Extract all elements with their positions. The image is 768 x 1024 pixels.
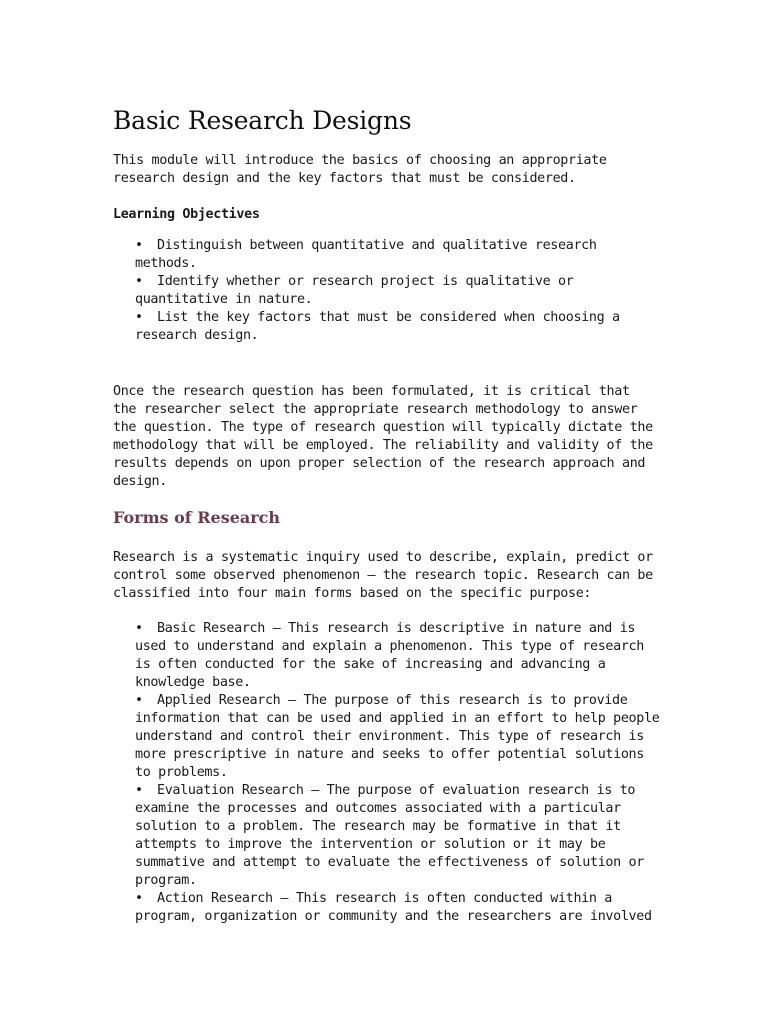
list-item: [135, 620, 660, 692]
list-item: [135, 309, 655, 345]
forms-list: [135, 620, 660, 926]
bullet-icon: •: [135, 783, 143, 798]
methodology-paragraph: Once the research question has been formulated, it is critical that the researcher select the appropriate research methodology to answer the question. The type of research question will typically dictate the methodology that will be employed. The reliability and validity of the results depends on upon proper selection of the research approach and design.: [113, 384, 653, 489]
objectives-list: [135, 237, 655, 345]
intro-paragraph: This module will introduce the basics of choosing an appropriate research design and the key factors that must be considered.: [113, 153, 607, 186]
bullet-icon: •: [135, 693, 143, 708]
list-item: [135, 237, 655, 273]
form-text: Applied Research – The purpose of this research is to provide information that can be used and applied in an effort to help people understand and control their environment. This type of research is more prescriptive in nature and seeks to offer potential solutions to problems.: [135, 693, 660, 780]
objective-text: Distinguish between quantitative and qualitative research methods.: [135, 238, 597, 271]
list-item: [135, 782, 660, 890]
objective-text: Identify whether or research project is qualitative or quantitative in nature.: [135, 274, 574, 307]
bullet-icon: •: [135, 310, 143, 325]
list-item: [135, 273, 655, 309]
page-title: Basic Research Designs: [113, 106, 412, 135]
bullet-icon: •: [135, 238, 143, 253]
list-item: [135, 890, 660, 926]
forms-intro-paragraph: Research is a systematic inquiry used to describe, explain, predict or control some observed phenomenon – the research topic. Research can be classified into four main forms based on the specific purpose:: [113, 550, 653, 601]
bullet-icon: •: [135, 274, 143, 289]
section-heading: Forms of Research: [113, 508, 281, 527]
list-item: [135, 692, 660, 782]
form-text: Basic Research – This research is descriptive in nature and is used to understand and explain a phenomenon. This type of research is often conducted for the sake of increasing and advancing a knowledge base.: [135, 621, 644, 690]
objectives-heading: Learning Objectives: [113, 207, 260, 222]
bullet-icon: •: [135, 621, 143, 636]
objective-text: List the key factors that must be considered when choosing a research design.: [135, 310, 620, 343]
bullet-icon: •: [135, 891, 143, 906]
form-text: Evaluation Research – The purpose of evaluation research is to examine the processes and outcomes associated with a particular solution to a problem. The research may be formative in that it attempts to improve the intervention or solution or it may be summative and attempt to evaluate the effectiveness of solution or program.: [135, 783, 644, 888]
form-text: Action Research – This research is often conducted within a program, organization or community and the researchers are involved: [135, 891, 652, 924]
